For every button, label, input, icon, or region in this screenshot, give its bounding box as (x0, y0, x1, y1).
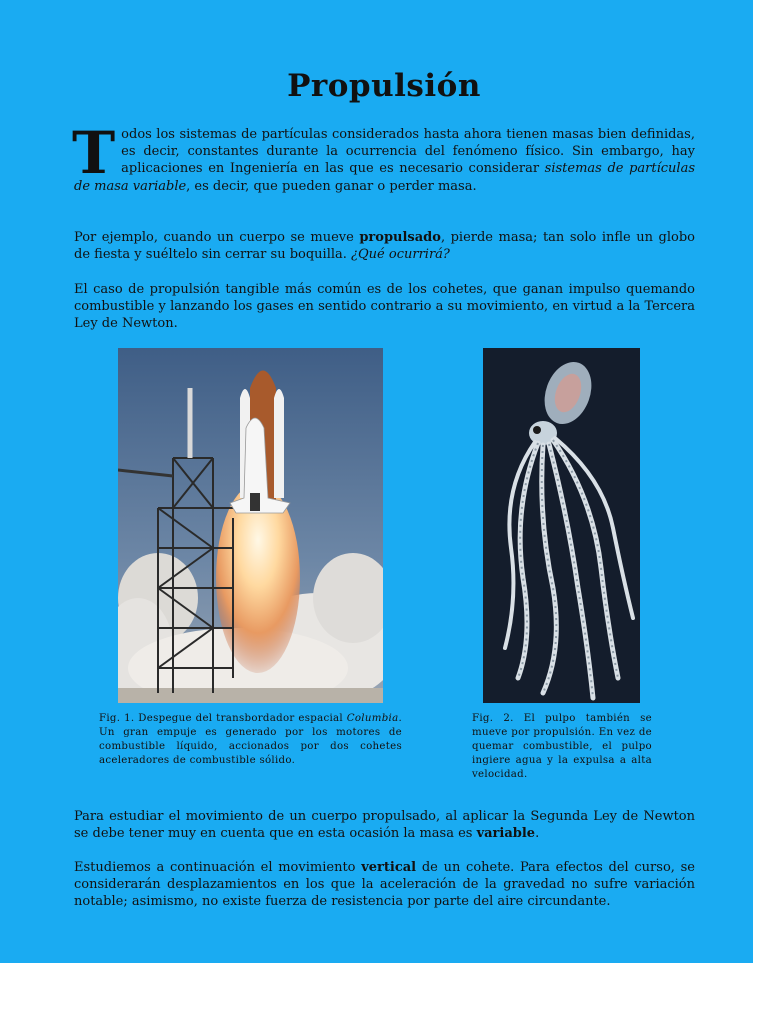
intro-text-b: , es decir, que pueden ganar o perder masa. (186, 178, 477, 194)
intro-paragraph (72, 119, 695, 195)
vertical-paragraph (74, 859, 695, 911)
space-shuttle-launch-photo (118, 348, 383, 703)
example-bold: propulsado (359, 230, 441, 245)
newton-bold: variable (476, 826, 536, 842)
figure-1-caption (99, 712, 402, 768)
figure-2-caption: Fig. 2. El pulpo también se mueve por propulsión. En vez de quemar combustible, el pulpo ingiere agua y la expulsa a alta velocidad. (472, 713, 652, 780)
drop-cap: T (72, 119, 116, 187)
vertical-text-b: de un cohete. Para efectos del curso, se considerarán desplazamientos en los que la aceleración de la gravedad no sufre variación notable; asimismo, no existe fuerza de resistencia por parte del aire circundante. (74, 860, 695, 910)
fig1-caption-a: Fig. 1. Despegue del transbordador espacial (99, 713, 347, 724)
newton-text-b: . (535, 826, 540, 842)
intro-text-a: odos los sistemas de partículas considerados hasta ahora tienen masas bien definidas, es decir, constantes durante la ocurrencia del fenómeno físico. Sin embargo, hay aplicaciones en Ingeniería en las que es necesario considerar (121, 127, 695, 177)
vertical-text-a: Estudiemos a continuación el movimiento (74, 860, 362, 875)
intro-emphasis: sistemas de partículas de masa variable (74, 161, 695, 194)
example-paragraph (74, 229, 695, 263)
shuttle-illustration (118, 348, 383, 703)
page-title: Propulsión (287, 68, 481, 104)
fig1-caption-em: Columbia (346, 713, 399, 724)
example-question: ¿Qué ocurrirá? (351, 247, 450, 263)
octopus-photo (483, 348, 640, 703)
fig1-caption-b: . Un gran empuje es generado por los motores de combustible líquido, accionados por dos cohetes aceleradores de combustible sólido. (99, 713, 402, 766)
octopus-illustration (483, 348, 640, 703)
example-text-a: Por ejemplo, cuando un cuerpo se mueve (74, 230, 360, 245)
vertical-bold: vertical (361, 860, 417, 875)
newton-paragraph (74, 808, 695, 842)
newton-text-a: Para estudiar el movimiento de un cuerpo propulsado, al aplicar la Segunda Ley de Newton se debe tener muy en cuenta que en esta ocasión la masa es (74, 809, 695, 842)
example-text-b: , pierde masa; tan solo infle un globo de fiesta y suéltelo sin cerrar su boquilla. (74, 230, 695, 263)
rockets-paragraph: El caso de propulsión tangible más común es de los cohetes, que ganan impulso quemando combustible y lanzando los gases en sentido contrario a su movimiento, en virtud a la Tercera Ley de Newton. (74, 282, 695, 332)
